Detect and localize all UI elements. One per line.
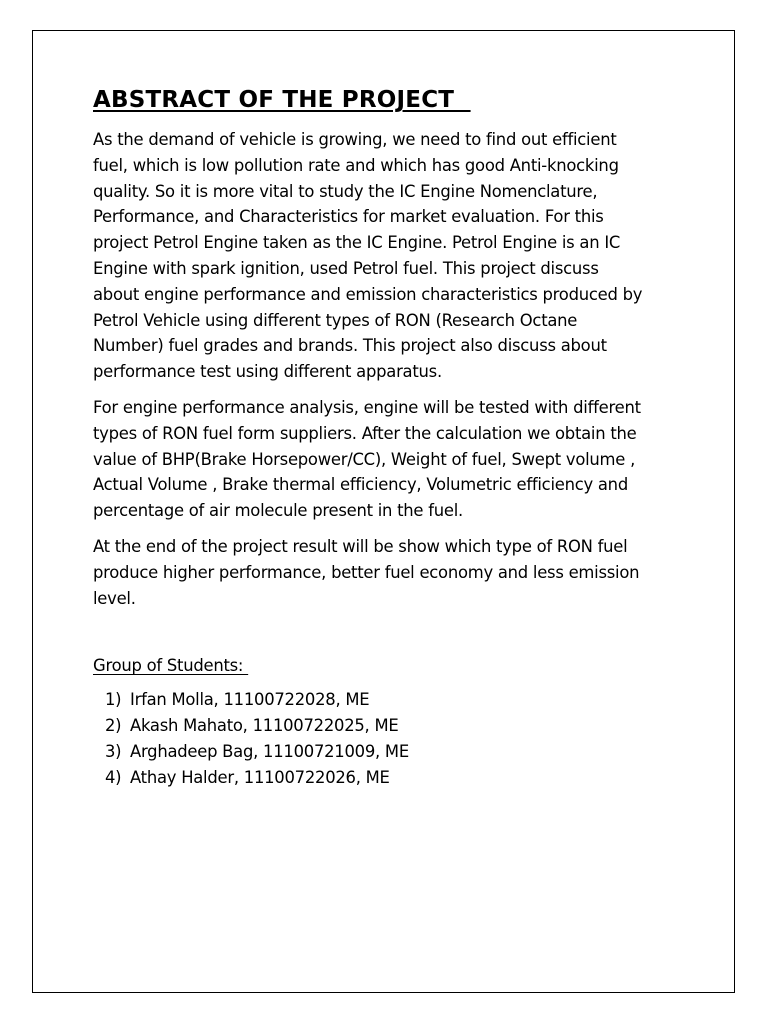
list-item-number: 2) <box>105 715 122 735</box>
group-heading: Group of Students: <box>93 656 249 676</box>
student-list <box>93 687 693 790</box>
list-item-text: Arghadeep Bag, 11100721009, ME <box>130 741 409 761</box>
list-item-text: Akash Mahato, 11100722025, ME <box>130 715 399 735</box>
abstract-paragraph-3: At the end of the project result will be show which type of RON fuel produce higher performance, better fuel economy and less emission level. <box>93 536 640 608</box>
list-item-text: Athay Halder, 11100722026, ME <box>130 767 390 787</box>
abstract-paragraph-2: For engine performance analysis, engine will be tested with different types of RON fuel form suppliers. After the calculation we obtain the value of BHP(Brake Horsepower/CC), Weight of fuel, Swept volume , Actual Volume , Brake thermal efficiency, Volumetric efficiency and percentage of air molecule present in the fuel. <box>93 397 641 521</box>
document-title: ABSTRACT OF THE PROJECT <box>93 87 471 113</box>
list-item <box>105 765 693 791</box>
list-item <box>105 739 693 765</box>
list-item-number: 1) <box>105 690 122 710</box>
abstract-paragraph-1: As the demand of vehicle is growing, we need to find out efficient fuel, which is low pollution rate and which has good Anti-knocking quality. So it is more vital to study the IC Engine Nomenclature, Performance, and Characteristics for market evaluation. For this project Petrol Engine taken as the IC Engine. Petrol Engine is an IC Engine with spark ignition, used Petrol fuel. This project discuss about engine performance and emission characteristics produced by Petrol Vehicle using different types of RON (Research Octane Number) fuel grades and brands. This project also discuss about performance test using different apparatus. <box>93 130 643 382</box>
list-item-number: 4) <box>105 767 122 787</box>
list-item <box>105 713 693 739</box>
list-item <box>105 687 693 713</box>
list-item-number: 3) <box>105 741 122 761</box>
list-item-text: Irfan Molla, 11100722028, ME <box>130 690 370 710</box>
document-body <box>93 84 693 790</box>
